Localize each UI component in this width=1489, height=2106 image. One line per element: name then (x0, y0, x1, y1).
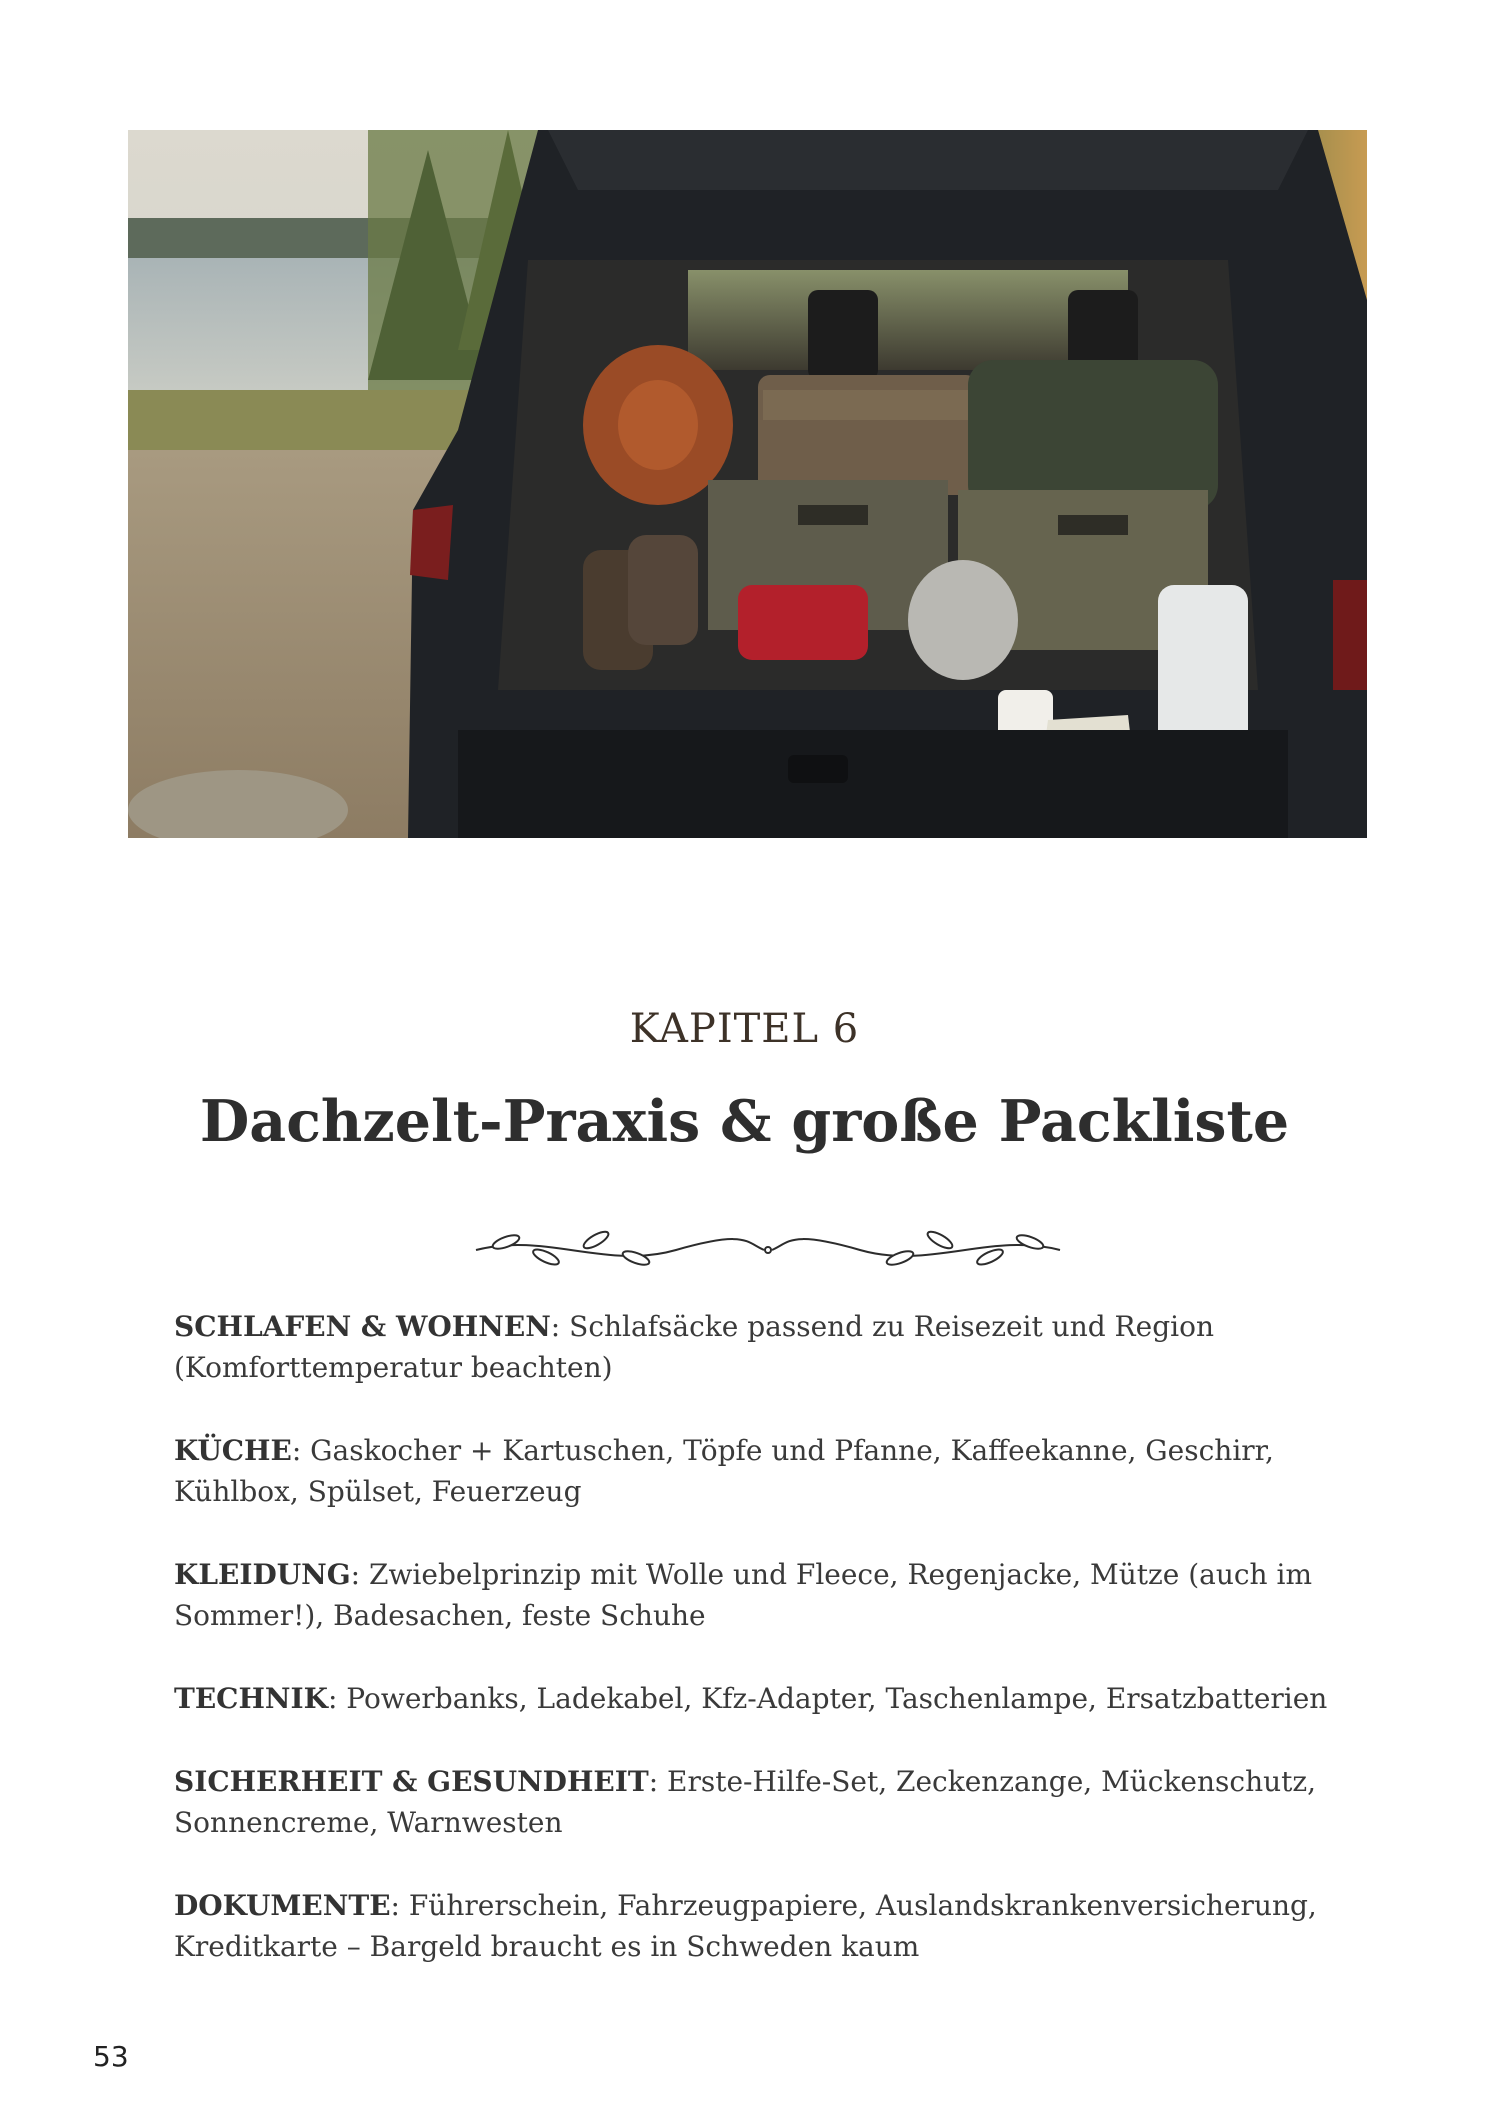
packlist-term: DOKUMENTE (174, 1889, 391, 1922)
packlist-text: : Erste-Hilfe-Set, Zeckenzange, Mückenschutz, Sonnencreme, Warnwesten (174, 1765, 1317, 1839)
packlist-text: : Powerbanks, Ladekabel, Kfz-Adapter, Taschenlampe, Ersatzbatterien (327, 1682, 1328, 1715)
packlist-text: : Gaskocher + Kartuschen, Töpfe und Pfanne, Kaffeekanne, Geschirr, Kühlbox, Spülset, Feuerzeug (174, 1434, 1274, 1508)
packlist-term: SICHERHEIT & GESUNDHEIT (174, 1765, 649, 1798)
packlist-text: : Führerschein, Fahrzeugpapiere, Auslandskrankenversicherung, Kreditkarte – Bargeld braucht es in Schweden kaum (174, 1889, 1317, 1963)
packlist-entry (174, 1430, 1354, 1512)
suv-trunk-packed-camping-gear-photo-icon (128, 130, 1367, 838)
packlist-entry (174, 1761, 1354, 1843)
packlist-entry (174, 1306, 1354, 1388)
packlist (174, 1306, 1354, 2009)
packlist-entry (174, 1885, 1354, 1967)
chapter-title: Dachzelt-Praxis & große Packliste (199, 1088, 1290, 1155)
page-number: 53 (93, 2040, 129, 2073)
floral-divider-icon (466, 1222, 1070, 1278)
packlist-text: : Schlafsäcke passend zu Reisezeit und Region (Komforttemperatur beachten) (174, 1310, 1214, 1384)
packlist-term: TECHNIK (174, 1682, 328, 1715)
chapter-kicker: KAPITEL 6 (629, 1006, 860, 1052)
packlist-entry (174, 1678, 1354, 1719)
packlist-term: SCHLAFEN & WOHNEN (174, 1310, 551, 1343)
packlist-term: KLEIDUNG (174, 1558, 351, 1591)
packlist-entry (174, 1554, 1354, 1636)
packlist-text: : Zwiebelprinzip mit Wolle und Fleece, Regenjacke, Mütze (auch im Sommer!), Badesachen, feste Schuhe (174, 1558, 1312, 1632)
packlist-term: KÜCHE (174, 1434, 292, 1467)
suv-trunk-photo (128, 130, 1367, 838)
